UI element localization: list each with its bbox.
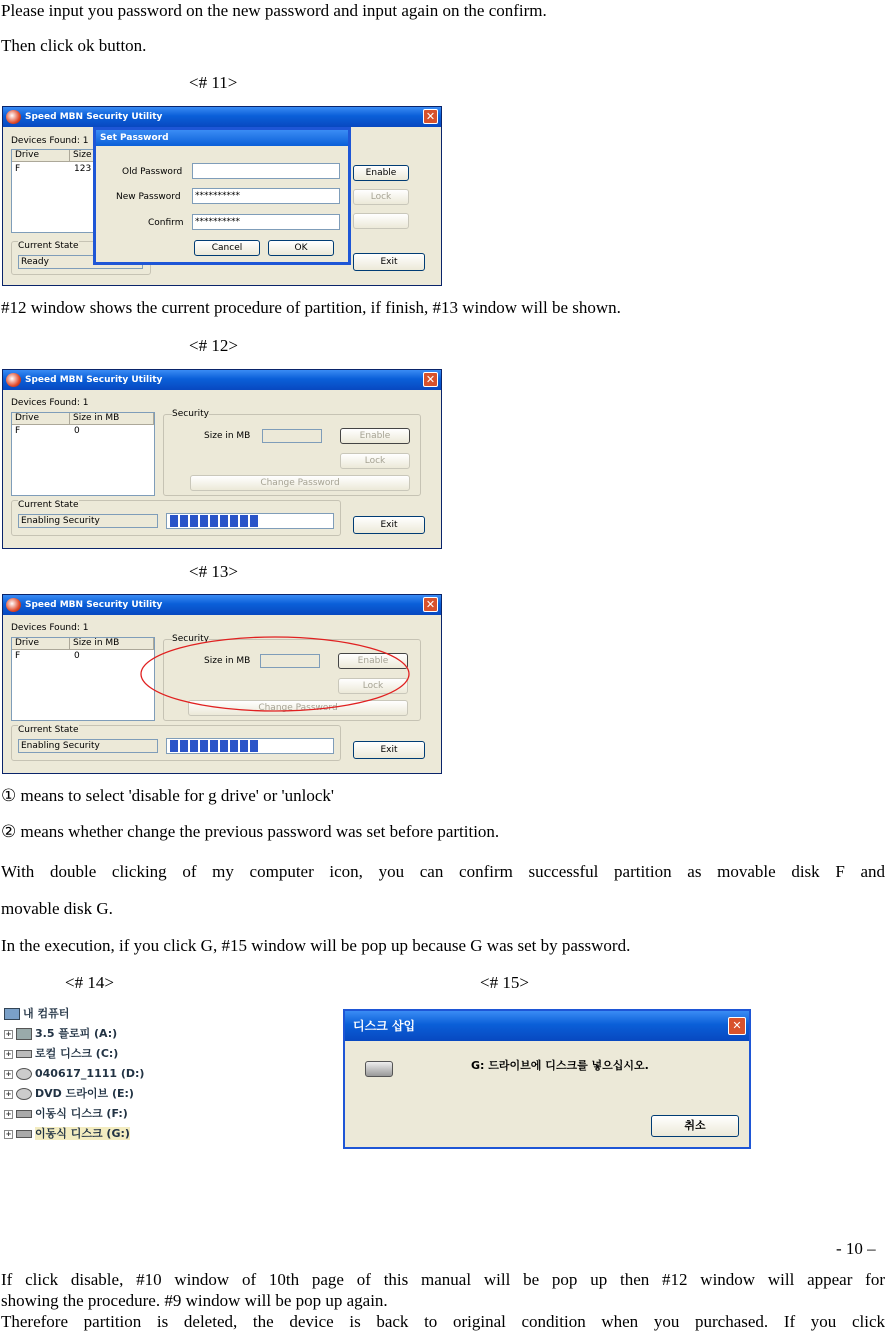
- security-label: Security: [172, 409, 209, 419]
- progress-segment: [180, 515, 188, 527]
- note-2: ② means whether change the previous password was set before partition.: [1, 822, 500, 841]
- figure-caption-14: <# 14>: [65, 973, 114, 992]
- column-header-drive[interactable]: Drive: [12, 638, 70, 650]
- dialog-title: Set Password: [96, 130, 348, 146]
- size-in-mb-label: Size in MB: [204, 656, 251, 666]
- progress-bar: [166, 513, 334, 529]
- enable-button[interactable]: Enable: [353, 165, 409, 181]
- note-1: ① means to select 'disable for g drive' or 'unlock': [1, 786, 334, 805]
- devices-found-label: Devices Found: 1: [11, 398, 89, 408]
- removable-disk-icon: [16, 1110, 32, 1118]
- security-utility-window-11: [2, 106, 442, 286]
- confirm-input[interactable]: **********: [192, 214, 340, 230]
- title-bar: [3, 107, 441, 127]
- column-header-size[interactable]: Size: [70, 150, 150, 162]
- size-cell[interactable]: 123: [74, 164, 92, 174]
- procedure-line: #12 window shows the current procedure of partition, if finish, #13 window will be shown.: [1, 298, 621, 317]
- old-password-label: Old Password: [122, 167, 183, 177]
- close-button[interactable]: ✕: [423, 372, 438, 387]
- security-label: Security: [172, 634, 209, 644]
- progress-segment: [250, 515, 258, 527]
- annotation-ellipse: [138, 634, 414, 714]
- paragraph-2: In the execution, if you click G, #15 window will be pop up because G was set by password.: [1, 936, 631, 955]
- close-button[interactable]: ✕: [423, 597, 438, 612]
- security-utility-window-12: [2, 369, 442, 549]
- app-logo-icon: [6, 373, 21, 387]
- explorer-tree: [4, 1005, 174, 1145]
- floppy-icon: [16, 1028, 32, 1040]
- current-state-value: Enabling Security: [18, 514, 158, 528]
- progress-segment: [230, 515, 238, 527]
- app-logo-icon: [6, 598, 21, 612]
- lock-button[interactable]: Lock: [338, 678, 408, 694]
- paragraph-1-line-2: movable disk G.: [1, 899, 113, 918]
- dvd-icon: [16, 1088, 32, 1100]
- tree-item-removable-g[interactable]: + 이동식 디스크 (G:): [5, 1127, 130, 1140]
- current-state-group: [11, 725, 341, 761]
- progress-segment: [170, 515, 178, 527]
- drive-list[interactable]: [11, 412, 155, 496]
- size-cell[interactable]: 0: [74, 426, 80, 436]
- devices-found-label: Devices Found: 1: [11, 623, 89, 633]
- tree-item-removable-f[interactable]: + 이동식 디스크 (F:): [5, 1107, 128, 1120]
- drive-list[interactable]: [11, 637, 155, 721]
- progress-segment: [200, 515, 208, 527]
- security-group: [163, 409, 421, 496]
- lock-button[interactable]: Lock: [340, 453, 410, 469]
- exit-button[interactable]: Exit: [353, 253, 425, 271]
- tree-item-floppy[interactable]: + 3.5 플로피 (A:): [5, 1027, 118, 1040]
- column-header-drive[interactable]: Drive: [12, 150, 70, 162]
- page-number: - 10 –: [836, 1239, 876, 1258]
- current-state-label: Current State: [18, 725, 79, 735]
- paragraph-1-line-1: With double clicking of my computer icon, you can confirm successful partition as movable disk F and: [1, 862, 885, 881]
- size-in-mb-field[interactable]: [262, 429, 322, 443]
- enable-button[interactable]: Enable: [338, 653, 408, 669]
- paragraph-3-line-2: showing the procedure. #9 window will be pop up again.: [1, 1291, 388, 1310]
- current-state-value: Enabling Security: [18, 739, 158, 753]
- new-password-label: New Password: [116, 192, 181, 202]
- drive-cell[interactable]: F: [15, 651, 21, 661]
- devices-found-label: Devices Found: 1: [11, 136, 89, 146]
- enable-button[interactable]: Enable: [340, 428, 410, 444]
- progress-segment: [220, 740, 228, 752]
- column-header-size[interactable]: Size in MB: [70, 413, 154, 425]
- progress-segment: [250, 740, 258, 752]
- removable-disk-icon: [16, 1130, 32, 1138]
- progress-segment: [230, 740, 238, 752]
- progress-segment: [210, 515, 218, 527]
- drive-cell[interactable]: F: [15, 426, 21, 436]
- paragraph-3-line-1: If click disable, #10 window of 10th page of this manual will be pop up then #12 window will appear for: [1, 1270, 885, 1289]
- window-title: Speed MBN Security Utility: [25, 375, 163, 385]
- tree-item-my-computer[interactable]: 내 컴퓨터: [4, 1005, 69, 1023]
- change-password-button[interactable]: [353, 213, 409, 229]
- close-button[interactable]: ✕: [728, 1017, 746, 1035]
- title-bar: [3, 370, 441, 390]
- current-state-label: Current State: [18, 241, 79, 251]
- expand-icon[interactable]: +: [5, 1029, 12, 1038]
- size-in-mb-label: Size in MB: [204, 431, 251, 441]
- progress-segment: [190, 515, 198, 527]
- progress-segment: [210, 740, 218, 752]
- current-state-value: Ready: [18, 255, 143, 269]
- tree-item-dvd-e[interactable]: + DVD 드라이브 (E:): [5, 1087, 134, 1100]
- drive-icon: [16, 1050, 32, 1058]
- change-password-button[interactable]: Change Password: [190, 475, 410, 491]
- set-password-dialog: [93, 127, 351, 265]
- progress-segment: [180, 740, 188, 752]
- column-header-drive[interactable]: Drive: [12, 413, 70, 425]
- lock-button[interactable]: Lock: [353, 189, 409, 205]
- progress-segment: [190, 740, 198, 752]
- expand-icon[interactable]: +: [5, 1109, 12, 1118]
- figure-caption-12: <# 12>: [189, 336, 238, 355]
- exit-button[interactable]: Exit: [353, 741, 425, 759]
- instruction-line-1: Please input you password on the new password and input again on the confirm.: [1, 1, 547, 20]
- current-state-label: Current State: [18, 500, 79, 510]
- confirm-label: Confirm: [148, 218, 184, 228]
- expand-icon[interactable]: +: [5, 1069, 12, 1078]
- progress-segment: [240, 515, 248, 527]
- expand-icon[interactable]: +: [5, 1049, 12, 1058]
- figure-caption-15: <# 15>: [480, 973, 529, 992]
- change-password-button[interactable]: Change Password: [188, 700, 408, 716]
- cd-icon: [16, 1068, 32, 1080]
- ok-button[interactable]: OK: [268, 240, 334, 256]
- title-bar: [3, 595, 441, 615]
- new-password-input[interactable]: **********: [192, 188, 340, 204]
- progress-segment: [200, 740, 208, 752]
- drive-icon: [365, 1061, 393, 1077]
- progress-segment: [170, 740, 178, 752]
- dialog-title: 디스크 삽입: [353, 1019, 416, 1033]
- insert-disk-dialog: [343, 1009, 751, 1149]
- progress-segment: [220, 515, 228, 527]
- progress-bar: [166, 738, 334, 754]
- instruction-line-2: Then click ok button.: [1, 36, 147, 55]
- window-title: Speed MBN Security Utility: [25, 600, 163, 610]
- tree-item-local-disk-c[interactable]: + 로컬 디스크 (C:): [5, 1047, 119, 1060]
- expand-icon[interactable]: +: [5, 1129, 12, 1138]
- app-logo-icon: [6, 110, 21, 124]
- column-header-size[interactable]: Size in MB: [70, 638, 154, 650]
- close-button[interactable]: ✕: [423, 109, 438, 124]
- tree-item-drive-d[interactable]: + 040617_1111 (D:): [5, 1067, 145, 1080]
- figure-caption-13: <# 13>: [189, 562, 238, 581]
- dialog-title-bar: [345, 1011, 749, 1041]
- progress-segment: [240, 740, 248, 752]
- expand-icon[interactable]: +: [5, 1089, 12, 1098]
- old-password-input[interactable]: [192, 163, 340, 179]
- size-cell[interactable]: 0: [74, 651, 80, 661]
- computer-icon: [4, 1008, 20, 1020]
- paragraph-4: Therefore partition is deleted, the device is back to original condition when you purchased. If you click: [1, 1312, 885, 1331]
- window-title: Speed MBN Security Utility: [25, 112, 163, 122]
- figure-caption-11: <# 11>: [189, 73, 238, 92]
- dialog-message: G: 드라이브에 디스크를 넣으십시오.: [471, 1059, 649, 1072]
- exit-button[interactable]: Exit: [353, 516, 425, 534]
- current-state-group: [11, 500, 341, 536]
- cancel-button[interactable]: 취소: [651, 1115, 739, 1137]
- cancel-button[interactable]: Cancel: [194, 240, 260, 256]
- drive-cell[interactable]: F: [15, 164, 21, 174]
